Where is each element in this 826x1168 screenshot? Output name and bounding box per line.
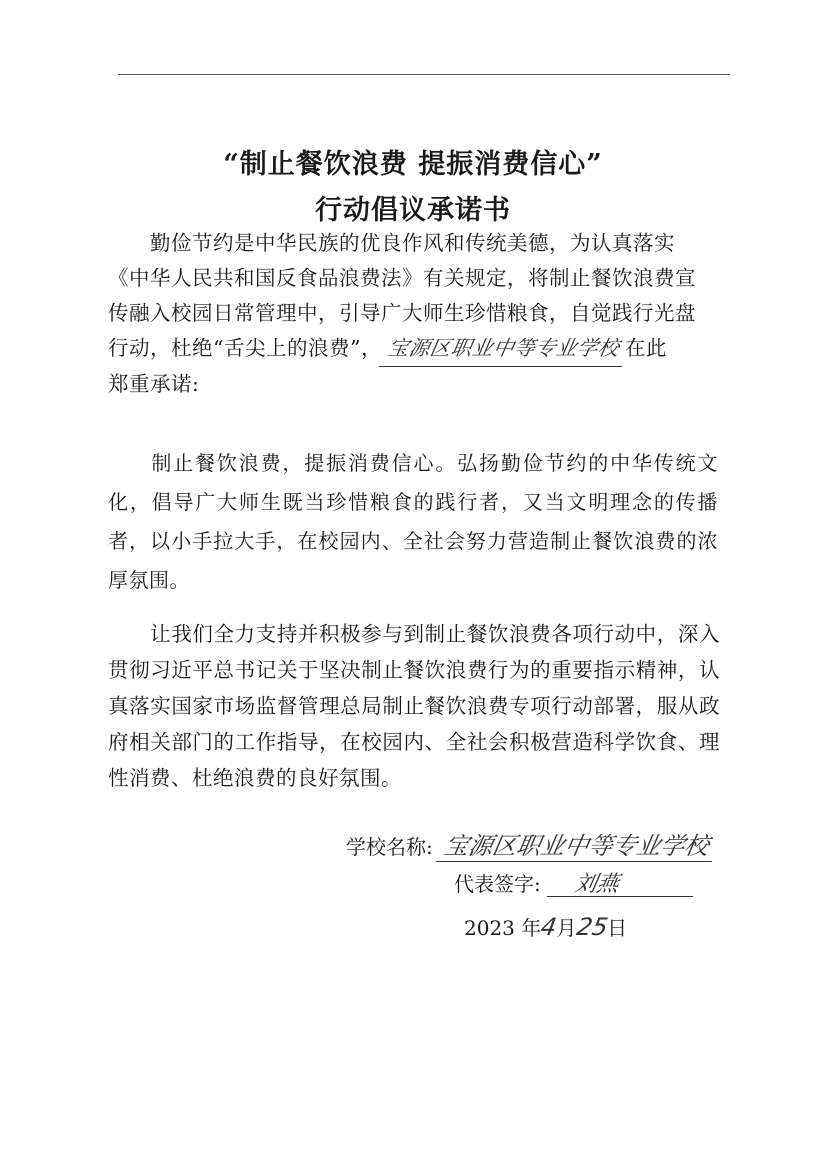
commitment-paragraph: 制止餐饮浪费，提振消费信心。弘扬勤俭节约的中华传统文化，倡导广大师生既当珍惜粮食的践行者，又当文明理念的传播者，以小手拉大手，在校园内、全社会努力营造制止餐饮浪费的浓厚氛围。: [108, 451, 718, 592]
representative-label: 代表签字:: [454, 872, 541, 896]
school-name-row: [346, 826, 715, 862]
intro-line-5: 郑重承诺:: [108, 372, 200, 396]
date-row: [464, 912, 627, 941]
document-title: “制止餐饮浪费 提振消费信心”: [223, 149, 603, 180]
date-day-handwritten: 25: [574, 913, 610, 941]
handwritten-school-name: 宝源区职业中等专业学校: [379, 331, 628, 367]
school-name-handwritten: 宝源区职业中等专业学校: [436, 826, 718, 862]
top-rule: [118, 74, 730, 75]
date-year: 2023 年: [464, 916, 542, 940]
document-subtitle: 行动倡议承诺书: [315, 195, 511, 226]
date-month-handwritten: 4: [538, 913, 560, 941]
action-paragraph: 让我们全力支持并积极参与到制止餐饮浪费各项行动中，深入贯彻习近平总书记关于坚决制止餐饮浪费行为的重要指示精神，认真落实国家市场监督管理总局制止餐饮浪费专项行动部署，服从政府相关部门的工作指导，在校园内、全社会积极营造科学饮食、理性消费、杜绝浪费的良好氛围。: [108, 622, 720, 790]
representative-signature-row: [454, 868, 693, 897]
handwritten-signature: 刘燕: [572, 872, 621, 897]
intro-line-4: 行动，杜绝“舌尖上的浪费”， 宝源区职业中等专业学校 在此: [108, 331, 720, 367]
intro-line-1: 勤俭节约是中华民族的优良作风和传统美德，为认真落实: [150, 231, 675, 255]
intro-paragraph: [108, 226, 720, 402]
signature-line: [547, 872, 693, 897]
school-name-label: 学校名称:: [346, 835, 433, 859]
date-month-unit: 月: [556, 916, 577, 940]
date-day-unit: 日: [607, 916, 628, 940]
intro-line-2: 《中华人民共和国反食品浪费法》有关规定，将制止餐饮浪费宣: [108, 266, 696, 290]
intro-line-3: 传融入校园日常管理中，引导广大师生珍惜粮食，自觉践行光盘: [108, 301, 696, 325]
